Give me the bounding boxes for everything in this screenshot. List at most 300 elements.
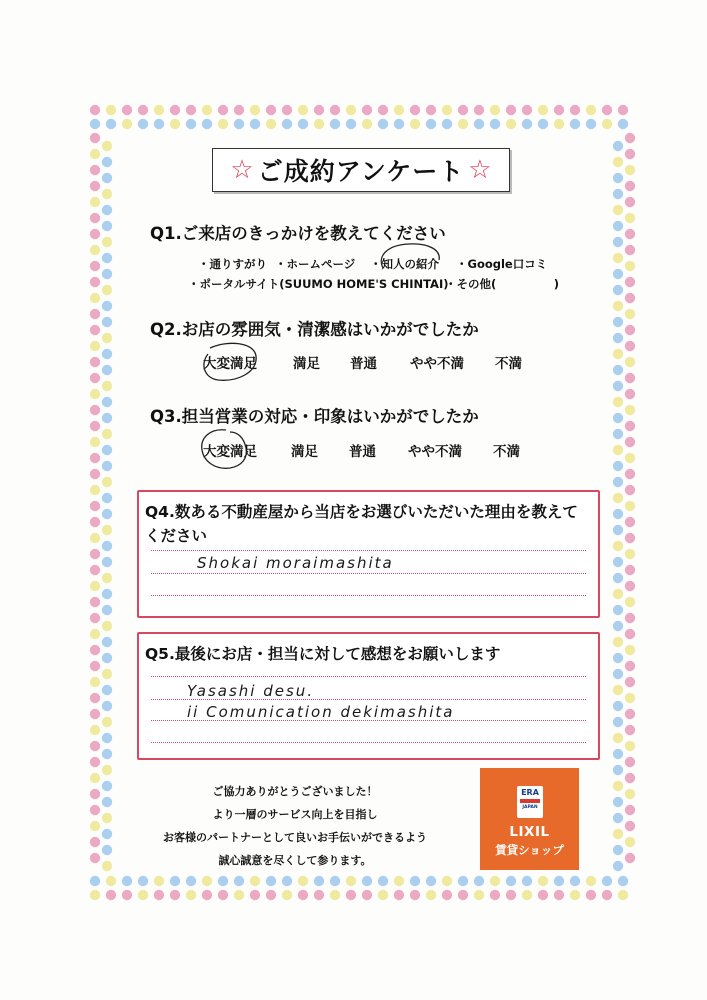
border-dot <box>625 469 635 479</box>
border-dot <box>102 477 112 487</box>
border-dot <box>625 293 635 303</box>
border-dot <box>625 165 635 175</box>
q1-option-portal[interactable]: ・ポータルサイト(SUUMO HOME'S CHINTAI) <box>188 277 449 291</box>
border-dot <box>314 876 324 886</box>
closing-line: より一層のサービス向上を目指し <box>212 808 378 821</box>
border-dot <box>250 105 260 115</box>
border-dot <box>90 549 100 559</box>
border-dot <box>506 119 516 129</box>
border-dot <box>625 741 635 751</box>
border-dot <box>625 517 635 527</box>
border-dot <box>613 509 623 519</box>
border-dot <box>122 105 132 115</box>
border-dot <box>102 221 112 231</box>
border-dot <box>625 389 635 399</box>
border-dot <box>138 105 148 115</box>
border-dot <box>102 333 112 343</box>
border-dot <box>90 133 100 143</box>
q3-rating-unsatisfied[interactable]: 不満 <box>493 444 520 460</box>
border-dot <box>613 173 623 183</box>
border-dot <box>442 876 452 886</box>
border-dot <box>154 876 164 886</box>
border-dot <box>490 876 500 886</box>
border-dot <box>186 119 196 129</box>
border-dot <box>102 557 112 567</box>
border-dot <box>506 890 516 900</box>
border-dot <box>90 645 100 655</box>
border-dot <box>102 349 112 359</box>
era-logo-icon <box>517 786 543 818</box>
border-dot <box>625 789 635 799</box>
border-dot <box>102 189 112 199</box>
q3-rating-very-satisfied[interactable]: 大変満足 <box>203 444 257 460</box>
border-dot <box>202 876 212 886</box>
border-dot <box>586 119 596 129</box>
border-dot <box>458 876 468 886</box>
border-dot <box>613 621 623 631</box>
border-dot <box>102 429 112 439</box>
border-dot <box>314 119 324 129</box>
border-dot <box>218 876 228 886</box>
border-dot <box>186 876 196 886</box>
border-dot <box>90 533 100 543</box>
border-dot <box>625 245 635 255</box>
border-dot <box>346 890 356 900</box>
border-dot <box>625 133 635 143</box>
border-dot <box>625 261 635 271</box>
border-dot <box>613 765 623 775</box>
border-dot <box>90 325 100 335</box>
border-dot <box>613 301 623 311</box>
border-dot <box>346 119 356 129</box>
border-dot <box>90 213 100 223</box>
era-sub: JAPAN <box>522 805 538 810</box>
border-dot <box>90 453 100 463</box>
border-dot <box>106 119 116 129</box>
q4-answer-line <box>151 550 586 551</box>
border-dot <box>250 119 260 129</box>
border-dot <box>122 876 132 886</box>
border-dot <box>90 757 100 767</box>
border-dot <box>613 845 623 855</box>
border-dot <box>102 205 112 215</box>
q2-rating-very-satisfied[interactable]: 大変満足 <box>203 356 257 372</box>
border-dot <box>538 119 548 129</box>
q5-answer-line <box>151 676 586 677</box>
border-dot <box>102 701 112 711</box>
border-dot <box>613 413 623 423</box>
border-dot <box>625 549 635 559</box>
border-dot <box>426 876 436 886</box>
border-dot <box>625 341 635 351</box>
border-dot <box>298 105 308 115</box>
border-dot <box>613 733 623 743</box>
border-dot <box>426 119 436 129</box>
border-dot <box>410 119 420 129</box>
border-dot <box>613 461 623 471</box>
border-dot <box>613 637 623 647</box>
closing-message <box>130 780 460 872</box>
border-dot <box>298 890 308 900</box>
border-dot <box>625 661 635 671</box>
border-dot <box>602 890 612 900</box>
border-dot <box>613 829 623 839</box>
border-dot <box>506 105 516 115</box>
border-dot <box>90 261 100 271</box>
border-dot <box>570 105 580 115</box>
border-dot <box>410 876 420 886</box>
border-dot <box>250 890 260 900</box>
border-dot <box>625 837 635 847</box>
border-dot <box>625 805 635 815</box>
border-dot <box>266 119 276 129</box>
border-dot <box>625 421 635 431</box>
border-dot <box>362 105 372 115</box>
border-dot <box>102 317 112 327</box>
q2-rating-unsatisfied[interactable]: 不満 <box>495 356 522 372</box>
border-dot <box>522 890 532 900</box>
border-dot <box>298 119 308 129</box>
border-dot <box>90 890 100 900</box>
border-dot <box>90 341 100 351</box>
border-dot <box>625 181 635 191</box>
border-dot <box>90 309 100 319</box>
border-dot <box>538 105 548 115</box>
border-dot <box>106 876 116 886</box>
border-dot <box>186 105 196 115</box>
border-dot <box>102 285 112 295</box>
border-dot <box>410 890 420 900</box>
border-dot <box>570 890 580 900</box>
q4-handwritten-answer[interactable]: Shokai moraimashita <box>197 554 394 572</box>
border-dot <box>625 213 635 223</box>
border-dot <box>90 485 100 495</box>
border-dot <box>202 119 212 129</box>
border-dot <box>442 890 452 900</box>
closing-line: 誠心誠意を尽くして参ります。 <box>218 854 372 867</box>
border-dot <box>378 876 388 886</box>
border-dot <box>613 349 623 359</box>
border-dot <box>90 517 100 527</box>
border-dot <box>202 105 212 115</box>
border-dot <box>613 797 623 807</box>
border-dot <box>90 805 100 815</box>
border-dot <box>90 197 100 207</box>
border-dot <box>186 890 196 900</box>
q1-option-other[interactable]: ・その他( ) <box>445 277 560 291</box>
border-dot <box>90 405 100 415</box>
q2-rating-neutral[interactable]: 普通 <box>350 356 377 372</box>
border-dot <box>554 119 564 129</box>
border-dot <box>506 876 516 886</box>
border-dot <box>102 685 112 695</box>
q3-rating-neutral[interactable]: 普通 <box>349 444 376 460</box>
border-dot <box>613 221 623 231</box>
border-dot <box>586 890 596 900</box>
border-dot <box>90 629 100 639</box>
border-dot <box>458 890 468 900</box>
border-dot <box>625 197 635 207</box>
border-dot <box>474 890 484 900</box>
border-dot <box>218 890 228 900</box>
border-dot <box>90 837 100 847</box>
border-dot <box>625 581 635 591</box>
border-dot <box>102 493 112 503</box>
q1-option-google[interactable]: ・Google口コミ <box>456 257 548 271</box>
border-dot <box>625 597 635 607</box>
border-dot <box>266 876 276 886</box>
border-dot <box>625 405 635 415</box>
logo-sub: 賃貸ショップ <box>495 843 564 857</box>
border-dot <box>250 876 260 886</box>
q3-question: Q3.担当営業の対応・印象はいかがでしたか <box>150 407 479 426</box>
border-dot <box>282 105 292 115</box>
border-dot <box>154 890 164 900</box>
border-dot <box>625 613 635 623</box>
border-dot <box>90 229 100 239</box>
border-dot <box>282 890 292 900</box>
star-left-icon: ☆ <box>230 155 254 185</box>
q5-handwritten-answer-line1[interactable]: Yasashi desu. <box>187 682 315 700</box>
border-dot <box>613 269 623 279</box>
border-dot <box>625 325 635 335</box>
border-dot <box>613 525 623 535</box>
border-dot <box>570 876 580 886</box>
border-dot <box>346 105 356 115</box>
border-dot <box>102 829 112 839</box>
border-dot <box>90 245 100 255</box>
title-box <box>212 148 510 192</box>
border-dot <box>138 876 148 886</box>
border-dot <box>102 253 112 263</box>
border-dot <box>90 821 100 831</box>
border-dot <box>613 205 623 215</box>
q1-option-homepage[interactable]: ・ホームページ <box>275 257 356 271</box>
border-dot <box>90 119 100 129</box>
border-dot <box>90 876 100 886</box>
border-dot <box>613 541 623 551</box>
border-dot <box>330 105 340 115</box>
border-dot <box>625 437 635 447</box>
border-dot <box>218 119 228 129</box>
border-dot <box>625 773 635 783</box>
border-dot <box>102 365 112 375</box>
border-dot <box>618 876 628 886</box>
lixil-logo <box>480 768 579 870</box>
border-dot <box>90 677 100 687</box>
border-dot <box>102 573 112 583</box>
border-dot <box>170 119 180 129</box>
border-dot <box>266 105 276 115</box>
border-dot <box>394 890 404 900</box>
border-dot <box>613 861 623 871</box>
border-dot <box>625 677 635 687</box>
border-dot <box>474 105 484 115</box>
border-dot <box>90 693 100 703</box>
border-dot <box>625 149 635 159</box>
border-dot <box>102 749 112 759</box>
q3-rating-somewhat-unsatisfied[interactable]: やや不満 <box>408 444 462 460</box>
border-dot <box>102 733 112 743</box>
border-dot <box>102 765 112 775</box>
border-dot <box>90 105 100 115</box>
border-dot <box>122 890 132 900</box>
border-dot <box>102 461 112 471</box>
border-dot <box>102 637 112 647</box>
closing-line: ご協力ありがとうございました！ <box>212 785 378 798</box>
border-dot <box>625 821 635 831</box>
border-dot <box>613 493 623 503</box>
border-dot <box>218 105 228 115</box>
border-dot <box>106 890 116 900</box>
border-dot <box>613 237 623 247</box>
border-dot <box>618 890 628 900</box>
border-dot <box>282 119 292 129</box>
border-dot <box>474 119 484 129</box>
border-dot <box>613 573 623 583</box>
q5-question: Q5.最後にお店・担当に対して感想をお願いします <box>145 645 501 663</box>
border-dot <box>102 861 112 871</box>
border-dot <box>625 277 635 287</box>
border-dot <box>625 453 635 463</box>
border-dot <box>234 119 244 129</box>
border-dot <box>362 119 372 129</box>
border-dot <box>490 119 500 129</box>
border-dot <box>625 229 635 239</box>
q5-answer-line <box>151 742 586 743</box>
border-dot <box>102 845 112 855</box>
border-dot <box>90 389 100 399</box>
border-dot <box>625 533 635 543</box>
border-dot <box>102 237 112 247</box>
border-dot <box>314 105 324 115</box>
border-dot <box>613 429 623 439</box>
border-dot <box>102 605 112 615</box>
border-dot <box>625 693 635 703</box>
border-dot <box>613 685 623 695</box>
border-dot <box>90 149 100 159</box>
border-dot <box>613 381 623 391</box>
border-dot <box>613 317 623 327</box>
border-dot <box>613 813 623 823</box>
border-dot <box>426 105 436 115</box>
border-dot <box>102 445 112 455</box>
border-dot <box>538 876 548 886</box>
border-dot <box>90 581 100 591</box>
border-dot <box>90 709 100 719</box>
border-dot <box>613 653 623 663</box>
border-dot <box>613 701 623 711</box>
border-dot <box>154 105 164 115</box>
border-dot <box>618 105 628 115</box>
q1-option-referral[interactable]: ・知人の紹介 <box>370 257 439 271</box>
border-dot <box>102 589 112 599</box>
border-dot <box>102 797 112 807</box>
border-dot <box>102 717 112 727</box>
border-dot <box>362 890 372 900</box>
border-dot <box>102 269 112 279</box>
border-dot <box>625 309 635 319</box>
border-dot <box>106 105 116 115</box>
border-dot <box>618 119 628 129</box>
era-bar <box>520 799 540 803</box>
q5-handwritten-answer-line2[interactable]: ii Comunication dekimashita <box>187 703 455 721</box>
border-dot <box>625 565 635 575</box>
border-dot <box>490 105 500 115</box>
border-dot <box>90 277 100 287</box>
border-dot <box>586 105 596 115</box>
q2-rating-somewhat-unsatisfied[interactable]: やや不満 <box>410 356 464 372</box>
border-dot <box>102 509 112 519</box>
border-dot <box>602 876 612 886</box>
border-dot <box>625 853 635 863</box>
border-dot <box>625 629 635 639</box>
border-dot <box>378 119 388 129</box>
border-dot <box>613 477 623 487</box>
border-dot <box>613 285 623 295</box>
border-dot <box>90 357 100 367</box>
border-dot <box>282 876 292 886</box>
q5-box <box>137 632 600 760</box>
border-dot <box>90 741 100 751</box>
border-dot <box>90 501 100 511</box>
border-dot <box>102 541 112 551</box>
border-dot <box>102 669 112 679</box>
border-dot <box>90 437 100 447</box>
border-dot <box>90 789 100 799</box>
border-dot <box>170 105 180 115</box>
border-dot <box>613 189 623 199</box>
border-dot <box>330 119 340 129</box>
border-dot <box>378 890 388 900</box>
border-dot <box>613 749 623 759</box>
border-dot <box>522 876 532 886</box>
q1-option-passing[interactable]: ・通りすがり <box>198 257 267 271</box>
border-dot <box>613 589 623 599</box>
border-dot <box>378 105 388 115</box>
border-dot <box>90 773 100 783</box>
border-dot <box>170 876 180 886</box>
border-dot <box>458 105 468 115</box>
border-dot <box>613 717 623 727</box>
border-dot <box>602 105 612 115</box>
border-dot <box>613 781 623 791</box>
star-right-icon: ☆ <box>468 155 492 185</box>
border-dot <box>330 876 340 886</box>
border-dot <box>490 890 500 900</box>
border-dot <box>474 876 484 886</box>
q2-rating-satisfied[interactable]: 満足 <box>293 356 320 372</box>
border-dot <box>442 105 452 115</box>
border-dot <box>554 890 564 900</box>
border-dot <box>234 105 244 115</box>
border-dot <box>234 876 244 886</box>
border-dot <box>458 119 468 129</box>
border-dot <box>625 373 635 383</box>
border-dot <box>90 293 100 303</box>
border-dot <box>570 119 580 129</box>
border-dot <box>625 501 635 511</box>
border-dot <box>138 890 148 900</box>
border-dot <box>90 661 100 671</box>
border-dot <box>625 725 635 735</box>
border-dot <box>394 105 404 115</box>
border-dot <box>613 141 623 151</box>
border-dot <box>602 119 612 129</box>
border-dot <box>122 119 132 129</box>
q3-rating-satisfied[interactable]: 満足 <box>291 444 318 460</box>
border-dot <box>90 421 100 431</box>
